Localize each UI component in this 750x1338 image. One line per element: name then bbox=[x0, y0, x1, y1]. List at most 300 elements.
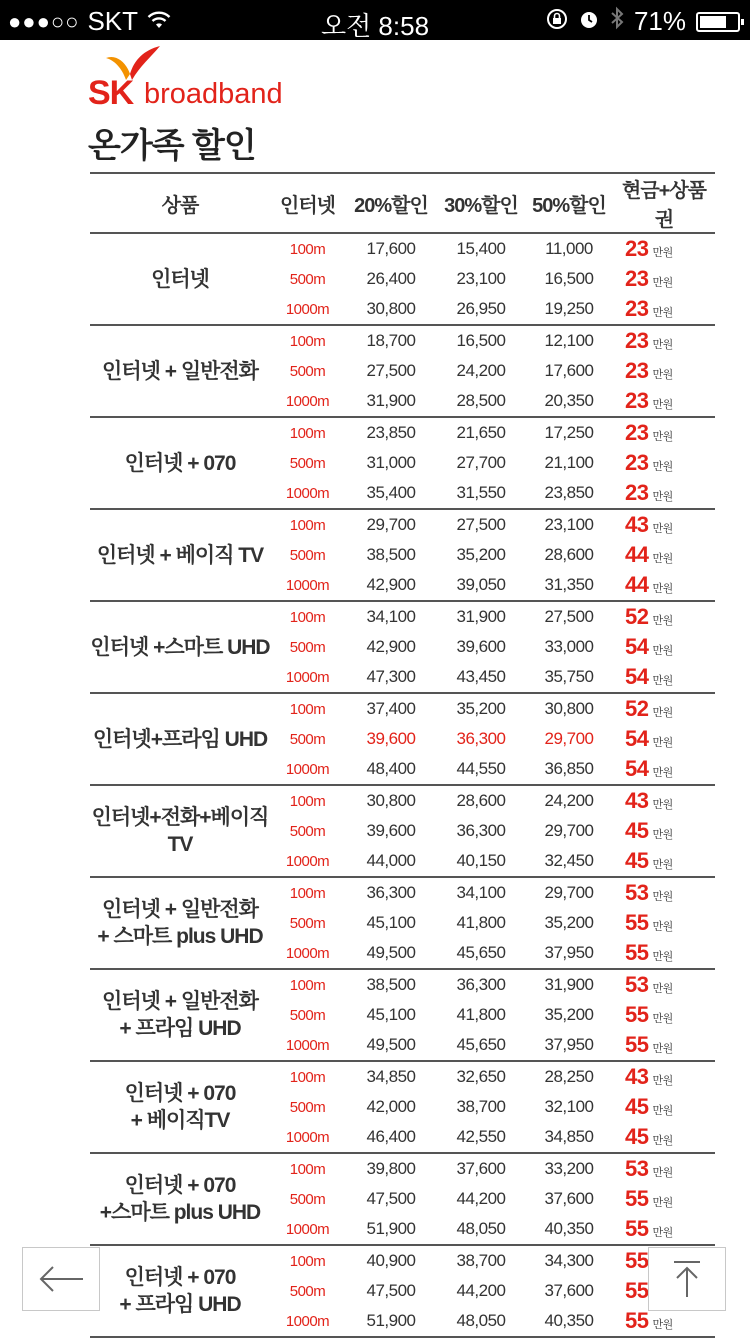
price-20: 30,800 bbox=[366, 791, 416, 810]
price-30: 41,800 bbox=[456, 913, 506, 932]
price-30: 23,100 bbox=[456, 269, 506, 288]
cash-gift-unit: 만원 bbox=[652, 583, 673, 595]
price-30: 28,500 bbox=[437, 386, 525, 417]
price-50: 28,250 bbox=[544, 1067, 594, 1086]
product-name bbox=[90, 233, 270, 325]
price-20: 47,500 bbox=[366, 1189, 416, 1208]
battery-icon bbox=[696, 12, 740, 32]
internet-speed: 1000m bbox=[270, 1030, 345, 1061]
cash-gift-unit: 만원 bbox=[652, 1135, 673, 1147]
price-20: 17,600 bbox=[366, 239, 416, 258]
cash-gift-unit: 만원 bbox=[652, 369, 673, 381]
cash-gift bbox=[613, 509, 715, 540]
cash-gift-unit: 만원 bbox=[652, 1043, 673, 1055]
price-30: 16,500 bbox=[456, 331, 506, 350]
header-30-discount: 30%할인 bbox=[437, 173, 525, 233]
cash-gift bbox=[613, 1092, 715, 1122]
cash-gift-unit: 만원 bbox=[652, 523, 673, 535]
cash-gift bbox=[613, 1184, 715, 1214]
price-50: 34,300 bbox=[544, 1251, 594, 1270]
internet-speed: 1000m bbox=[270, 754, 345, 785]
product-name bbox=[90, 417, 270, 509]
cash-gift bbox=[613, 877, 715, 908]
internet-speed: 500m bbox=[289, 1098, 326, 1116]
internet-speed: 100m bbox=[289, 1160, 326, 1178]
price-20: 38,500 bbox=[366, 975, 416, 994]
price-20: 48,400 bbox=[345, 754, 437, 785]
price-50: 20,350 bbox=[525, 386, 613, 417]
cash-gift bbox=[613, 601, 715, 632]
price-30: 43,450 bbox=[437, 662, 525, 693]
cash-gift-amount: 23 bbox=[625, 358, 649, 383]
price-30: 31,550 bbox=[437, 478, 525, 509]
cash-gift-amount: 53 bbox=[625, 972, 649, 997]
price-30: 15,400 bbox=[456, 239, 506, 258]
price-20: 47,500 bbox=[366, 1281, 416, 1300]
cash-gift bbox=[613, 1122, 715, 1153]
price-20: 44,000 bbox=[345, 846, 437, 877]
price-50: 16,500 bbox=[544, 269, 594, 288]
cash-gift bbox=[613, 969, 715, 1000]
price-20: 34,850 bbox=[366, 1067, 416, 1086]
price-30: 21,650 bbox=[456, 423, 506, 442]
cash-gift-unit: 만원 bbox=[652, 491, 673, 503]
product-name-line: 인터넷 + 일반전화 bbox=[102, 359, 258, 383]
cash-gift-amount: 55 bbox=[625, 1216, 649, 1241]
cash-gift-amount: 23 bbox=[625, 328, 649, 353]
price-30: 32,650 bbox=[456, 1067, 506, 1086]
price-20: 37,400 bbox=[366, 699, 416, 718]
cash-gift-amount: 55 bbox=[625, 910, 649, 935]
table-row bbox=[90, 877, 715, 908]
price-50: 30,800 bbox=[544, 699, 594, 718]
header-20-discount: 20%할인 bbox=[345, 173, 437, 233]
internet-speed: 500m bbox=[289, 822, 326, 840]
cash-gift bbox=[613, 662, 715, 693]
cash-gift-unit: 만원 bbox=[652, 1197, 673, 1209]
price-20: 36,300 bbox=[366, 883, 416, 902]
cash-gift-amount: 45 bbox=[625, 1094, 649, 1119]
cash-gift-unit: 만원 bbox=[652, 461, 673, 473]
product-name-line: 인터넷+전화+베이직TV bbox=[91, 806, 269, 856]
price-30: 38,700 bbox=[456, 1251, 506, 1270]
price-table bbox=[90, 172, 715, 1338]
price-30: 41,800 bbox=[456, 1005, 506, 1024]
price-50: 32,100 bbox=[544, 1097, 594, 1116]
internet-speed: 500m bbox=[289, 730, 326, 748]
header-product: 상품 bbox=[90, 173, 270, 233]
table-header bbox=[90, 173, 715, 233]
cash-gift-amount: 55 bbox=[625, 1032, 649, 1057]
internet-speed: 100m bbox=[289, 516, 326, 534]
internet-speed: 1000m bbox=[270, 1122, 345, 1153]
price-20: 26,400 bbox=[366, 269, 416, 288]
price-30: 27,700 bbox=[456, 453, 506, 472]
price-20: 51,900 bbox=[345, 1214, 437, 1245]
cash-gift-unit: 만원 bbox=[652, 951, 673, 963]
price-50: 11,000 bbox=[545, 239, 593, 258]
table-row bbox=[90, 601, 715, 632]
back-arrow-icon bbox=[36, 1264, 86, 1294]
internet-speed: 500m bbox=[289, 546, 326, 564]
cash-gift-unit: 만원 bbox=[652, 307, 673, 319]
product-name bbox=[90, 785, 270, 877]
header-internet: 인터넷 bbox=[270, 173, 345, 233]
price-50: 33,000 bbox=[544, 637, 594, 656]
price-30: 36,300 bbox=[456, 821, 506, 840]
price-20: 18,700 bbox=[366, 331, 416, 350]
cash-gift bbox=[613, 356, 715, 386]
alarm-icon bbox=[578, 6, 600, 37]
cash-gift-amount: 23 bbox=[625, 296, 649, 321]
price-20: 27,500 bbox=[366, 361, 416, 380]
internet-speed: 100m bbox=[289, 608, 326, 626]
bluetooth-icon bbox=[610, 6, 624, 37]
price-50: 35,750 bbox=[525, 662, 613, 693]
internet-speed: 1000m bbox=[270, 662, 345, 693]
cash-gift bbox=[613, 1214, 715, 1245]
cash-gift-amount: 23 bbox=[625, 480, 649, 505]
battery-percent: 71% bbox=[633, 6, 686, 36]
price-50: 40,350 bbox=[525, 1214, 613, 1245]
price-20: 29,700 bbox=[366, 515, 416, 534]
price-50: 17,600 bbox=[544, 361, 594, 380]
price-50: 23,850 bbox=[525, 478, 613, 509]
cash-gift-unit: 만원 bbox=[652, 921, 673, 933]
product-name-line: + 프라임 UHD bbox=[119, 1017, 241, 1040]
cash-gift-amount: 23 bbox=[625, 420, 649, 445]
price-20: 39,600 bbox=[366, 821, 416, 840]
internet-speed: 100m bbox=[289, 884, 326, 902]
price-20: 40,900 bbox=[366, 1251, 416, 1270]
cash-gift-amount: 43 bbox=[625, 788, 649, 813]
cash-gift-unit: 만원 bbox=[652, 1319, 673, 1331]
cash-gift-unit: 만원 bbox=[652, 1075, 673, 1087]
price-50: 37,600 bbox=[544, 1281, 594, 1300]
product-name-line: + 스마트 plus UHD bbox=[97, 925, 263, 948]
product-name-line: 인터넷 + 070 bbox=[124, 451, 236, 475]
product-name bbox=[90, 1061, 270, 1153]
cash-gift-unit: 만원 bbox=[652, 277, 673, 289]
cash-gift bbox=[613, 448, 715, 478]
table-row bbox=[90, 1061, 715, 1092]
cash-gift-unit: 만원 bbox=[652, 645, 673, 657]
price-30: 39,050 bbox=[437, 570, 525, 601]
internet-speed: 100m bbox=[289, 976, 326, 994]
clock: 오전 8:58 bbox=[320, 11, 430, 41]
cash-gift bbox=[613, 724, 715, 754]
cash-gift-unit: 만원 bbox=[652, 983, 673, 995]
cash-gift-unit: 만원 bbox=[652, 767, 673, 779]
price-30: 40,150 bbox=[437, 846, 525, 877]
cash-gift-amount: 52 bbox=[625, 696, 649, 721]
price-50: 37,950 bbox=[525, 1030, 613, 1061]
cash-gift bbox=[613, 1153, 715, 1184]
cash-gift-unit: 만원 bbox=[652, 553, 673, 565]
internet-speed: 100m bbox=[289, 792, 326, 810]
price-30: 28,600 bbox=[456, 791, 506, 810]
scroll-to-top-button[interactable] bbox=[648, 1247, 726, 1311]
price-50: 19,250 bbox=[525, 294, 613, 325]
price-50: 37,600 bbox=[544, 1189, 594, 1208]
table-row bbox=[90, 325, 715, 356]
product-name bbox=[90, 325, 270, 417]
internet-speed: 500m bbox=[289, 454, 326, 472]
price-30: 35,200 bbox=[456, 699, 506, 718]
cash-gift bbox=[613, 294, 715, 325]
product-name-line: +스마트 plus UHD bbox=[99, 1201, 261, 1224]
product-name-line: 인터넷 + 070 bbox=[124, 1082, 236, 1105]
price-50: 37,950 bbox=[525, 938, 613, 969]
price-50: 29,700 bbox=[544, 821, 594, 840]
cash-gift bbox=[613, 325, 715, 356]
signal-strength: ●●●○○ bbox=[8, 8, 80, 34]
price-20: 23,850 bbox=[366, 423, 416, 442]
table-row bbox=[90, 1153, 715, 1184]
price-50: 23,100 bbox=[544, 515, 594, 534]
cash-gift-amount: 43 bbox=[625, 1064, 649, 1089]
price-20: 49,500 bbox=[345, 1030, 437, 1061]
price-30: 42,550 bbox=[437, 1122, 525, 1153]
product-name bbox=[90, 693, 270, 785]
cash-gift-amount: 23 bbox=[625, 388, 649, 413]
cash-gift bbox=[613, 540, 715, 570]
price-30: 48,050 bbox=[437, 1214, 525, 1245]
cash-gift bbox=[613, 754, 715, 785]
scroll-to-top-icon bbox=[672, 1259, 702, 1299]
price-20: 39,600 bbox=[366, 729, 416, 748]
table-body bbox=[90, 233, 715, 1337]
price-50: 40,350 bbox=[525, 1306, 613, 1337]
price-30: 44,200 bbox=[456, 1281, 506, 1300]
table-row bbox=[90, 417, 715, 448]
price-20: 47,300 bbox=[345, 662, 437, 693]
product-name bbox=[90, 1245, 270, 1337]
cash-gift-amount: 53 bbox=[625, 1156, 649, 1181]
price-50: 32,450 bbox=[525, 846, 613, 877]
internet-speed: 1000m bbox=[270, 386, 345, 417]
header-cash-gift: 현금+상품권 bbox=[613, 173, 715, 233]
cash-gift-unit: 만원 bbox=[652, 1013, 673, 1025]
cash-gift bbox=[613, 233, 715, 264]
price-20: 42,000 bbox=[366, 1097, 416, 1116]
price-50: 35,200 bbox=[544, 913, 594, 932]
internet-speed: 500m bbox=[289, 1006, 326, 1024]
page-title: 온가족 할인 bbox=[88, 127, 256, 165]
product-name-line: 인터넷+프라임 UHD bbox=[92, 727, 268, 751]
cash-gift-amount: 52 bbox=[625, 604, 649, 629]
internet-speed: 1000m bbox=[270, 846, 345, 877]
product-name bbox=[90, 601, 270, 693]
cash-gift-amount: 54 bbox=[625, 756, 649, 781]
price-50: 12,100 bbox=[544, 331, 594, 350]
logo-sk-text: SK bbox=[88, 74, 134, 112]
cash-gift bbox=[613, 938, 715, 969]
cash-gift-unit: 만원 bbox=[652, 799, 673, 811]
price-20: 31,000 bbox=[366, 453, 416, 472]
table-row bbox=[90, 233, 715, 264]
internet-speed: 100m bbox=[289, 240, 326, 258]
price-30: 36,300 bbox=[456, 729, 506, 748]
cash-gift-amount: 45 bbox=[625, 1124, 649, 1149]
cash-gift-amount: 45 bbox=[625, 848, 649, 873]
price-50: 34,850 bbox=[525, 1122, 613, 1153]
cash-gift-unit: 만원 bbox=[652, 859, 673, 871]
product-name-line: + 베이직TV bbox=[130, 1109, 230, 1132]
internet-speed: 1000m bbox=[270, 1306, 345, 1337]
cash-gift-amount: 55 bbox=[625, 1002, 649, 1027]
cash-gift bbox=[613, 846, 715, 877]
cash-gift bbox=[613, 1030, 715, 1061]
cash-gift bbox=[613, 632, 715, 662]
internet-speed: 500m bbox=[289, 914, 326, 932]
price-50: 28,600 bbox=[544, 545, 594, 564]
cash-gift-amount: 23 bbox=[625, 266, 649, 291]
cash-gift-unit: 만원 bbox=[652, 1105, 673, 1117]
cash-gift bbox=[613, 816, 715, 846]
product-name-line: 인터넷 +스마트 UHD bbox=[90, 635, 270, 659]
price-30: 44,200 bbox=[456, 1189, 506, 1208]
product-name-line: + 프라임 UHD bbox=[119, 1293, 241, 1316]
cash-gift bbox=[613, 785, 715, 816]
price-30: 24,200 bbox=[456, 361, 506, 380]
table-row bbox=[90, 785, 715, 816]
price-50: 29,700 bbox=[544, 883, 594, 902]
cash-gift-amount: 23 bbox=[625, 236, 649, 261]
price-50: 36,850 bbox=[525, 754, 613, 785]
orientation-lock-icon bbox=[546, 6, 568, 37]
price-20: 49,500 bbox=[345, 938, 437, 969]
product-name bbox=[90, 509, 270, 601]
price-30: 38,700 bbox=[456, 1097, 506, 1116]
price-20: 39,800 bbox=[366, 1159, 416, 1178]
internet-speed: 100m bbox=[289, 1252, 326, 1270]
table-row bbox=[90, 1245, 715, 1276]
internet-speed: 100m bbox=[289, 332, 326, 350]
cash-gift-amount: 45 bbox=[625, 818, 649, 843]
internet-speed: 1000m bbox=[270, 938, 345, 969]
internet-speed: 1000m bbox=[270, 570, 345, 601]
cash-gift-amount: 54 bbox=[625, 726, 649, 751]
cash-gift-unit: 만원 bbox=[652, 737, 673, 749]
cash-gift bbox=[613, 570, 715, 601]
internet-speed: 500m bbox=[289, 270, 326, 288]
internet-speed: 500m bbox=[289, 1190, 326, 1208]
internet-speed: 100m bbox=[289, 700, 326, 718]
table-row bbox=[90, 969, 715, 1000]
price-20: 31,900 bbox=[345, 386, 437, 417]
logo-broadband-text: broadband bbox=[144, 78, 283, 110]
product-name-line: 인터넷 bbox=[151, 267, 209, 291]
cash-gift-unit: 만원 bbox=[652, 707, 673, 719]
product-name bbox=[90, 1153, 270, 1245]
price-30: 31,900 bbox=[456, 607, 506, 626]
cash-gift-amount: 55 bbox=[625, 1248, 649, 1273]
table-row bbox=[90, 509, 715, 540]
price-30: 37,600 bbox=[456, 1159, 506, 1178]
price-50: 29,700 bbox=[544, 729, 594, 748]
price-50: 33,200 bbox=[544, 1159, 594, 1178]
internet-speed: 1000m bbox=[270, 478, 345, 509]
price-50: 17,250 bbox=[544, 423, 594, 442]
price-20: 45,100 bbox=[366, 913, 416, 932]
product-name-line: 인터넷 + 070 bbox=[124, 1266, 236, 1289]
product-name-line: 인터넷 + 일반전화 bbox=[102, 990, 258, 1013]
wifi-icon bbox=[146, 6, 172, 37]
price-30: 45,650 bbox=[437, 1030, 525, 1061]
price-20: 30,800 bbox=[345, 294, 437, 325]
cash-gift-amount: 44 bbox=[625, 572, 649, 597]
cash-gift-unit: 만원 bbox=[652, 431, 673, 443]
price-20: 42,900 bbox=[345, 570, 437, 601]
internet-speed: 1000m bbox=[270, 1214, 345, 1245]
internet-speed: 1000m bbox=[270, 294, 345, 325]
cash-gift bbox=[613, 693, 715, 724]
internet-speed: 100m bbox=[289, 1068, 326, 1086]
cash-gift-unit: 만원 bbox=[652, 615, 673, 627]
price-50: 31,350 bbox=[525, 570, 613, 601]
cash-gift-amount: 54 bbox=[625, 634, 649, 659]
cash-gift bbox=[613, 264, 715, 294]
status-bar bbox=[0, 0, 750, 40]
internet-speed: 500m bbox=[289, 1282, 326, 1300]
cash-gift-unit: 만원 bbox=[652, 1167, 673, 1179]
cash-gift bbox=[613, 908, 715, 938]
price-30: 39,600 bbox=[456, 637, 506, 656]
price-20: 34,100 bbox=[366, 607, 416, 626]
price-30: 34,100 bbox=[456, 883, 506, 902]
cash-gift-unit: 만원 bbox=[652, 399, 673, 411]
price-50: 21,100 bbox=[544, 453, 594, 472]
price-30: 45,650 bbox=[437, 938, 525, 969]
cash-gift-amount: 55 bbox=[625, 940, 649, 965]
product-name-line: 인터넷 + 070 bbox=[124, 1174, 236, 1197]
back-button[interactable] bbox=[22, 1247, 100, 1311]
carrier-name: SKT bbox=[87, 6, 139, 36]
cash-gift-amount: 23 bbox=[625, 450, 649, 475]
product-name bbox=[90, 969, 270, 1061]
price-20: 42,900 bbox=[366, 637, 416, 656]
cash-gift-amount: 55 bbox=[625, 1186, 649, 1211]
cash-gift-amount: 53 bbox=[625, 880, 649, 905]
cash-gift-unit: 만원 bbox=[652, 339, 673, 351]
price-50: 27,500 bbox=[544, 607, 594, 626]
price-30: 36,300 bbox=[456, 975, 506, 994]
cash-gift bbox=[613, 478, 715, 509]
internet-speed: 500m bbox=[289, 362, 326, 380]
cash-gift bbox=[613, 1000, 715, 1030]
price-50: 31,900 bbox=[544, 975, 594, 994]
price-30: 48,050 bbox=[437, 1306, 525, 1337]
cash-gift-unit: 만원 bbox=[652, 247, 673, 259]
cash-gift bbox=[613, 1061, 715, 1092]
cash-gift-unit: 만원 bbox=[652, 675, 673, 687]
price-20: 45,100 bbox=[366, 1005, 416, 1024]
price-20: 51,900 bbox=[345, 1306, 437, 1337]
table-row bbox=[90, 693, 715, 724]
cash-gift bbox=[613, 417, 715, 448]
cash-gift-amount: 44 bbox=[625, 542, 649, 567]
cash-gift-unit: 만원 bbox=[652, 891, 673, 903]
price-30: 44,550 bbox=[437, 754, 525, 785]
product-name-line: 인터넷 + 일반전화 bbox=[102, 898, 258, 921]
cash-gift-amount: 43 bbox=[625, 512, 649, 537]
price-50: 35,200 bbox=[544, 1005, 594, 1024]
price-20: 38,500 bbox=[366, 545, 416, 564]
cash-gift-amount: 54 bbox=[625, 664, 649, 689]
header-50-discount: 50%할인 bbox=[525, 173, 613, 233]
price-30: 35,200 bbox=[456, 545, 506, 564]
